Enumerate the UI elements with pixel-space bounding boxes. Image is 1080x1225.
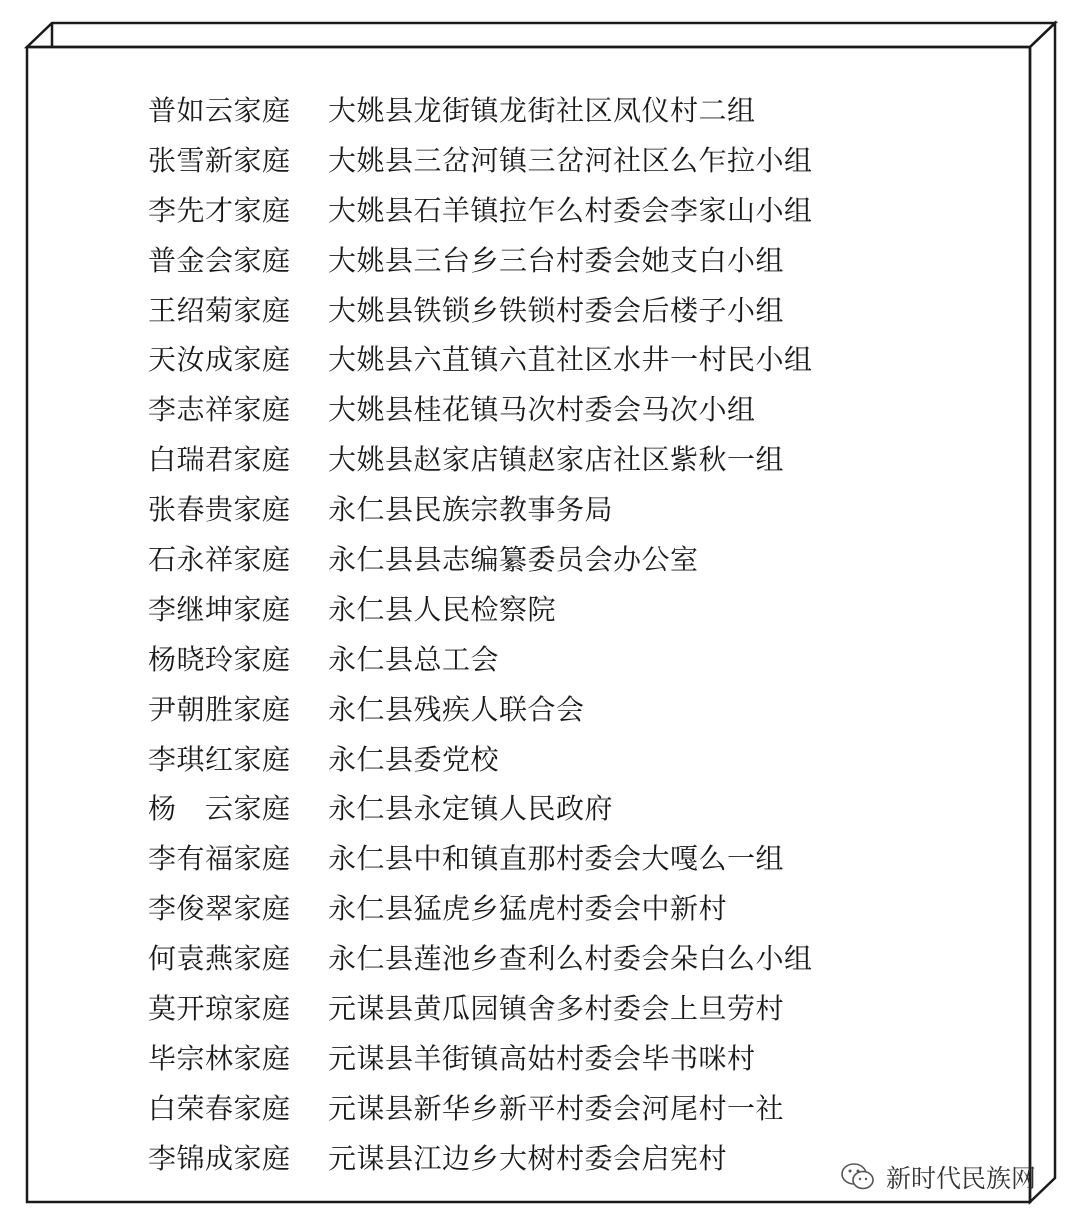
- family-name: 李继坤家庭: [148, 592, 291, 626]
- family-address: 大姚县赵家店镇赵家店社区紫秋一组: [328, 443, 785, 477]
- family-address: 元谋县黄瓜园镇舍多村委会上旦劳村: [328, 992, 785, 1026]
- family-address: 永仁县总工会: [328, 642, 500, 676]
- family-name: 白荣春家庭: [148, 1091, 291, 1125]
- family-address: 永仁县民族宗教事务局: [328, 493, 614, 527]
- family-address: 大姚县铁锁乡铁锁村委会后楼子小组: [328, 293, 785, 327]
- family-address: 元谋县新华乡新平村委会河尾村一社: [328, 1091, 785, 1125]
- family-address: 元谋县羊街镇高姑村委会毕书咪村: [328, 1041, 756, 1075]
- family-name: 李琪红家庭: [148, 742, 291, 776]
- family-name: 张雪新家庭: [148, 143, 291, 177]
- family-address: 大姚县三台乡三台村委会她支白小组: [328, 243, 785, 277]
- family-address: 永仁县人民检察院: [328, 592, 557, 626]
- family-name: 杨 云家庭: [148, 792, 291, 826]
- family-address: 永仁县残疾人联合会: [328, 692, 585, 726]
- family-name: 白瑞君家庭: [148, 443, 291, 477]
- family-name: 石永祥家庭: [148, 543, 291, 577]
- family-name: 天汝成家庭: [148, 343, 291, 377]
- family-name: 毕宗林家庭: [148, 1041, 291, 1075]
- watermark-text: 新时代民族网: [886, 1164, 1037, 1193]
- family-address: 永仁县莲池乡查利么村委会朵白么小组: [328, 942, 813, 976]
- family-address: 大姚县六苴镇六苴社区水井一村民小组: [328, 343, 813, 377]
- family-name: 张春贵家庭: [148, 493, 291, 527]
- family-address: 永仁县委党校: [328, 742, 500, 776]
- family-address: 永仁县县志编纂委员会办公室: [328, 543, 699, 577]
- family-address: 永仁县中和镇直那村委会大嘎么一组: [328, 842, 785, 876]
- family-name: 杨晓玲家庭: [148, 642, 291, 676]
- family-address: 大姚县桂花镇马次村委会马次小组: [328, 393, 756, 427]
- family-address: 大姚县石羊镇拉乍么村委会李家山小组: [328, 193, 813, 227]
- family-address: 大姚县三岔河镇三岔河社区么乍拉小组: [328, 143, 813, 177]
- watermark: [838, 1157, 1036, 1197]
- family-name: 莫开琼家庭: [148, 992, 291, 1026]
- family-name: 李有福家庭: [148, 842, 291, 876]
- family-name: 李先才家庭: [148, 193, 291, 227]
- wechat-icon: [838, 1157, 878, 1197]
- family-address: 大姚县龙街镇龙街社区凤仪村二组: [328, 94, 756, 127]
- family-name: 普金会家庭: [148, 243, 291, 277]
- family-name: 李俊翠家庭: [148, 892, 291, 926]
- family-address: 永仁县永定镇人民政府: [328, 792, 614, 826]
- family-name: 李志祥家庭: [148, 393, 291, 427]
- family-address: 元谋县江边乡大树村委会启宪村: [328, 1141, 728, 1175]
- family-address: 永仁县猛虎乡猛虎村委会中新村: [328, 892, 728, 926]
- family-name: 尹朝胜家庭: [148, 692, 291, 726]
- family-name: 普如云家庭: [148, 94, 291, 127]
- family-name: 王绍菊家庭: [148, 293, 291, 327]
- family-name: 何袁燕家庭: [148, 942, 291, 976]
- family-name: 李锦成家庭: [148, 1141, 291, 1175]
